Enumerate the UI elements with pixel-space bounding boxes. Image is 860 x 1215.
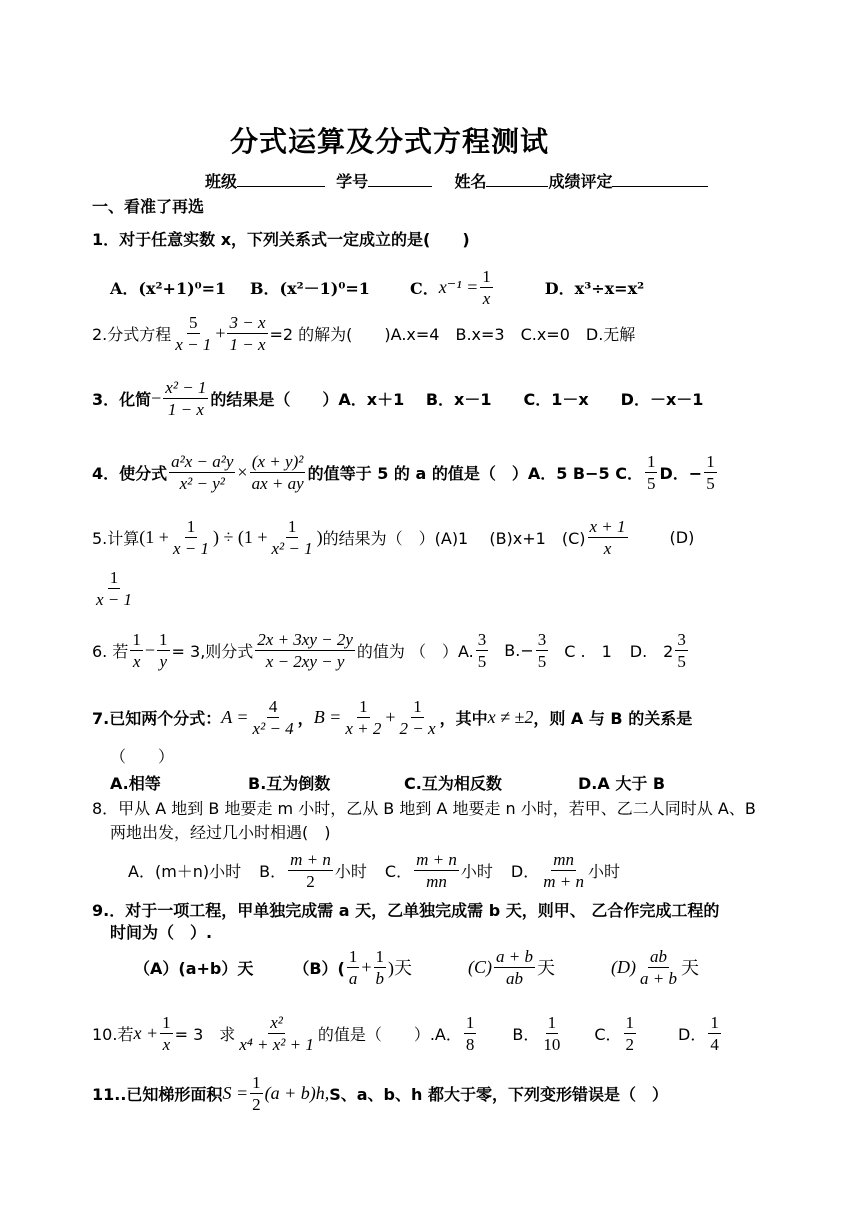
q3 (92, 373, 703, 423)
q9-option-b-fraction-2: $\frac{1}{b}$ (375, 946, 385, 988)
q8-option-c-unit: 小时 (460, 861, 493, 881)
q8-options (128, 845, 620, 895)
q10-option-b-label: B． (512, 1024, 540, 1044)
q10-option-d-label: D． (678, 1024, 707, 1044)
q11 (92, 1068, 668, 1118)
q1-option-a: A．(x²+1)⁰=1 (110, 278, 227, 298)
q9-option-d-fraction: $\frac{ab}{a + b}$ (640, 946, 677, 988)
grade-blank[interactable] (612, 186, 708, 187)
q6-option-b-label: B.− (504, 640, 534, 660)
q8-option-b-label: B． (259, 861, 287, 881)
q2-fraction-1: $\frac{5}{x - 1}$ (175, 312, 212, 354)
q10-option-a-fraction: $\frac{1}{8}$ (465, 1012, 475, 1054)
q1-options (110, 262, 644, 312)
q10 (92, 1008, 723, 1058)
q2 (92, 308, 635, 358)
q2-suffix: =2 的解为( )A.x=4 B.x=3 C.x=0 D.无解 (269, 324, 636, 344)
q9-option-d-unit: 天 (681, 958, 699, 978)
q8-option-d-label: D． (510, 861, 540, 881)
q4 (92, 447, 719, 497)
q4-option-c-fraction: $\frac{1}{5}$ (646, 451, 656, 493)
q1-option-c-label: C． (410, 278, 439, 298)
q4-option-d-label: D．− (659, 463, 703, 483)
q11-expr: (a + b)h, (264, 1082, 330, 1103)
q7-option-a: A.相等 (110, 774, 161, 793)
q10-x: x + (133, 1022, 159, 1043)
q8-option-a: A．(m＋n)小时 (128, 861, 242, 881)
q5-divide: ) ÷ (1 + (212, 526, 268, 547)
q8-line-1: 8．甲从 A 地到 B 地要走 m 小时，乙从 B 地到 A 地要走 n 小时，若甲、乙二人同时从 A、B (92, 799, 756, 818)
q7-b-fraction-1: $\frac{1}{x + 2}$ (345, 696, 382, 738)
q6-option-d-fraction: $\frac{3}{5}$ (677, 629, 686, 671)
q7-option-c: C.互为相反数 (404, 774, 502, 793)
q3-fraction: $\frac{\text{x² − 1}}{1 - x}$ (165, 377, 207, 419)
q8-option-c-label: C． (384, 861, 413, 881)
q5-option-c-fraction: $\frac{x + 1}{x}$ (589, 516, 626, 558)
section-heading: 一、看准了再选 (92, 197, 205, 216)
q5-prefix: 5.计算 (92, 528, 140, 548)
q9-plus: + (361, 956, 372, 977)
q7-cond-prefix: ，其中 (439, 708, 488, 728)
q11-s: S = (222, 1082, 249, 1103)
q9-line-1: 9.．对于一项工程，甲单独完成需 a 天，乙单独完成需 b 天，则甲、 乙合作完成工程的 (92, 901, 720, 920)
q9-option-d-label: (D) (611, 956, 637, 977)
student-info-line (205, 169, 708, 192)
q7-a-lhs: A = (221, 706, 249, 727)
q10-fraction-1: $\frac{1}{x}$ (162, 1012, 171, 1054)
q1-option-b: B．(x²－1)⁰=1 (250, 278, 370, 298)
q8-option-c-fraction: $\frac{m + n}{mn}$ (416, 849, 457, 891)
q10-option-c-fraction: $\frac{1}{2}$ (625, 1012, 635, 1054)
q2-prefix: 2.分式方程 (92, 324, 172, 344)
q6-fraction-1: $\frac{1}{x}$ (132, 629, 141, 671)
q6-option-b-fraction: $\frac{3}{5}$ (537, 629, 547, 671)
q7-a-fraction: $\frac{4}{\text{x² − 4}}$ (252, 696, 294, 738)
q2-plus: + (215, 322, 226, 343)
q9-option-c-label: (C) (468, 956, 493, 977)
q7 (92, 692, 692, 742)
grade-label: 成绩评定 (548, 172, 613, 191)
q6-eq: = 3,则分式 (171, 641, 254, 661)
q5-close: ) (316, 526, 323, 547)
q9-option-c-fraction: $\frac{a + b}{ab}$ (496, 946, 534, 988)
q7-prefix: 7.已知两个分式： (92, 708, 222, 728)
q7-suffix: ，则 A 与 B 的关系是 (533, 708, 693, 728)
q8-option-b-unit: 小时 (334, 861, 367, 881)
q7-comma: ， (297, 708, 314, 728)
q5-option-d-fraction: $\frac{1}{x - 1}$ (96, 567, 133, 609)
q9-option-b-fraction-1: $\frac{1}{a}$ (348, 946, 358, 988)
q7-option-d: D.A 大于 B (578, 774, 666, 793)
q9-option-c-unit: 天 (537, 958, 556, 978)
id-blank[interactable] (368, 186, 432, 187)
q3-prefix: 3．化简 (92, 389, 152, 409)
q4-prefix: 4．使分式 (92, 463, 168, 483)
name-blank[interactable] (486, 186, 548, 187)
q7-option-b: B.互为倒数 (248, 774, 331, 793)
q5-fraction-2: $\frac{1}{\text{x² − 1}}$ (271, 516, 313, 558)
q5-open: (1 + (139, 526, 169, 547)
q5 (92, 512, 694, 562)
q1-option-c-lhs: x⁻¹ = (438, 276, 479, 297)
q9-option-a: （A）(a+b）天 (134, 958, 254, 978)
q6-fraction-2: $\frac{1}{y}$ (159, 629, 168, 671)
q10-option-d-fraction: $\frac{1}{4}$ (710, 1012, 719, 1054)
q4-fraction-1: $\frac{\text{a²x − a²y}}{\text{x² − y²}}$ (171, 451, 234, 493)
q6-option-a-fraction: $\frac{3}{5}$ (477, 629, 487, 671)
q3-suffix: 的结果是（ ）A．x＋1 B．x－1 C．1－x D．－x－1 (210, 389, 704, 409)
name-label: 姓名 (454, 172, 487, 191)
q10-suffix: 的值是（ ）.A． (317, 1024, 462, 1044)
q4-middle: 的值等于 5 的 a 的值是（ ）A．5 B−5 C． (307, 463, 643, 483)
q11-fraction: $\frac{1}{2}$ (252, 1072, 261, 1114)
q5-fraction-1: $\frac{1}{x - 1}$ (172, 516, 209, 558)
q9-option-b-unit: )天 (388, 958, 413, 978)
q10-prefix: 10.若 (92, 1024, 134, 1044)
q9-line-2: 时间为（ ）. (110, 923, 213, 942)
q8-option-b-fraction: $\frac{m + n}{2}$ (290, 849, 331, 891)
q3-minus: − (151, 387, 162, 408)
q10-option-b-fraction: $\frac{1}{10}$ (543, 1012, 561, 1054)
q11-suffix: S、a、b、h 都大于零，下列变形错误是（ ） (329, 1084, 668, 1104)
q9-options (134, 942, 699, 992)
q7-condition: x ≠ ±2 (487, 706, 534, 727)
q11-prefix: 11..已知梯形面积 (92, 1084, 223, 1104)
q1-option-c-fraction: $\frac{1}{x}$ (482, 266, 491, 308)
q7-b-lhs: B = (313, 706, 342, 727)
q7-b-fraction-2: $\frac{1}{2 - x}$ (399, 696, 436, 738)
q10-eq: = 3 求 (174, 1024, 236, 1044)
q10-fraction-2: $\frac{\text{x²}}{\text{x⁴ + x² + 1}}$ (239, 1012, 314, 1054)
q7-plus: + (385, 706, 396, 727)
page-title: 分式运算及分式方程测试 (230, 125, 550, 158)
q6-minus: − (144, 639, 156, 660)
q1-stem: 1．对于任意实数 x，下列关系式一定成立的是( ) (92, 230, 470, 249)
q4-times: × (237, 461, 248, 482)
q6-option-c: C . 1 (564, 641, 612, 661)
q6-prefix: 6. 若 (92, 641, 129, 661)
q6 (92, 625, 690, 675)
id-label: 学号 (336, 172, 369, 191)
q9-option-b-label: （B）( (293, 958, 345, 978)
class-label: 班级 (205, 172, 238, 191)
q6-mid: 的值为 （ ）A. (356, 641, 474, 661)
q7-answer-paren: （ ） (110, 747, 175, 766)
q5-suffix: 的结果为（ ）(A)1 (B)x+1 (C) (322, 528, 586, 548)
q4-fraction-2: $\frac{\text{(x + y)²}}{ax + ay}$ (251, 451, 304, 493)
q8-option-d-unit: 小时 (587, 861, 620, 881)
q8-option-d-fraction: $\frac{mn}{m + n}$ (543, 849, 584, 891)
q5-option-d (92, 562, 136, 614)
q2-fraction-2: $\frac{3 - x}{1 - x}$ (229, 312, 266, 354)
q8-line-2: 两地出发，经过几小时相遇( ) (110, 823, 331, 842)
q4-option-d-fraction: $\frac{1}{5}$ (706, 451, 715, 493)
class-blank[interactable] (237, 186, 325, 187)
q1-option-d: D．x³÷x=x² (544, 278, 645, 298)
q5-option-d-label: (D) (669, 527, 695, 547)
q10-option-c-label: C． (594, 1024, 622, 1044)
q6-fraction-3: $\frac{2x + 3xy - 2y}{x - 2xy - y}$ (257, 629, 353, 671)
q6-option-d-label: D. 2 (629, 641, 674, 661)
